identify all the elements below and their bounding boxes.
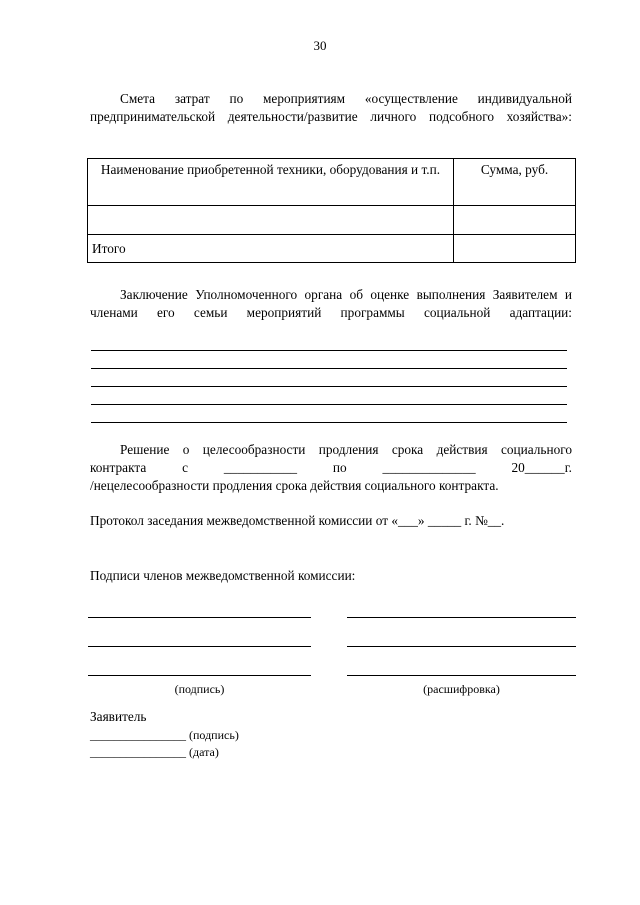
page-number: 30 — [313, 38, 327, 53]
from-word: с — [182, 460, 189, 475]
estimate-paragraph: Смета затрат по мероприятиям «осуществление индивидуальной предпринимательской деятельности/развитие личного подсобного хозяйства»: — [90, 91, 572, 124]
table-total-row — [88, 235, 576, 263]
signature-line-right-1 — [347, 617, 576, 618]
cost-estimate-table — [87, 158, 576, 263]
signature-line-left-2 — [88, 646, 311, 647]
conclusion-paragraph: Заключение Уполномоченного органа об оценке выполнения Заявителем и членами его семьи мероприятий программы социальной адаптации: — [90, 287, 572, 320]
decision-line-3: /нецелесообразности продления срока действия социального контракта. — [90, 478, 499, 493]
conclusion-line-5 — [91, 422, 567, 423]
table-header-row — [88, 159, 576, 206]
decision-line-2 — [90, 459, 572, 477]
conclusion-line-4 — [91, 404, 567, 405]
total-label: Итого — [88, 235, 454, 263]
to-date-blank: ______________ — [382, 460, 476, 475]
applicant-label: Заявитель — [90, 709, 147, 724]
protocol-line: Протокол заседания межведомственной комиссии от «___» _____ г. №__. — [90, 513, 505, 528]
column-header-item-name: Наименование приобретенной техники, оборудования и т.п. — [88, 159, 454, 206]
total-value — [454, 235, 576, 263]
applicant-date-line: ________________ (дата) — [90, 745, 219, 759]
conclusion-line-3 — [91, 386, 567, 387]
signature-label: (подпись) — [174, 682, 225, 696]
signature-line-left-3 — [88, 675, 311, 676]
year-blank: 20______г. — [511, 460, 572, 475]
table-cell-item — [88, 206, 454, 235]
conclusion-line-1 — [91, 350, 567, 351]
signature-line-right-3 — [347, 675, 576, 676]
table-row — [88, 206, 576, 235]
from-date-blank: ___________ — [223, 460, 298, 475]
signature-line-right-2 — [347, 646, 576, 647]
column-header-amount: Сумма, руб. — [454, 159, 576, 206]
decision-line-1: Решение о целесообразности продления срока действия социального — [120, 442, 572, 457]
contract-word: контракта — [90, 460, 147, 475]
signature-line-left-1 — [88, 617, 311, 618]
applicant-signature-line: ________________ (подпись) — [90, 728, 239, 742]
signatures-heading: Подписи членов межведомственной комиссии: — [90, 568, 356, 583]
table-cell-amount — [454, 206, 576, 235]
to-word: по — [332, 460, 347, 475]
conclusion-line-2 — [91, 368, 567, 369]
decoding-label: (расшифровка) — [423, 682, 500, 696]
